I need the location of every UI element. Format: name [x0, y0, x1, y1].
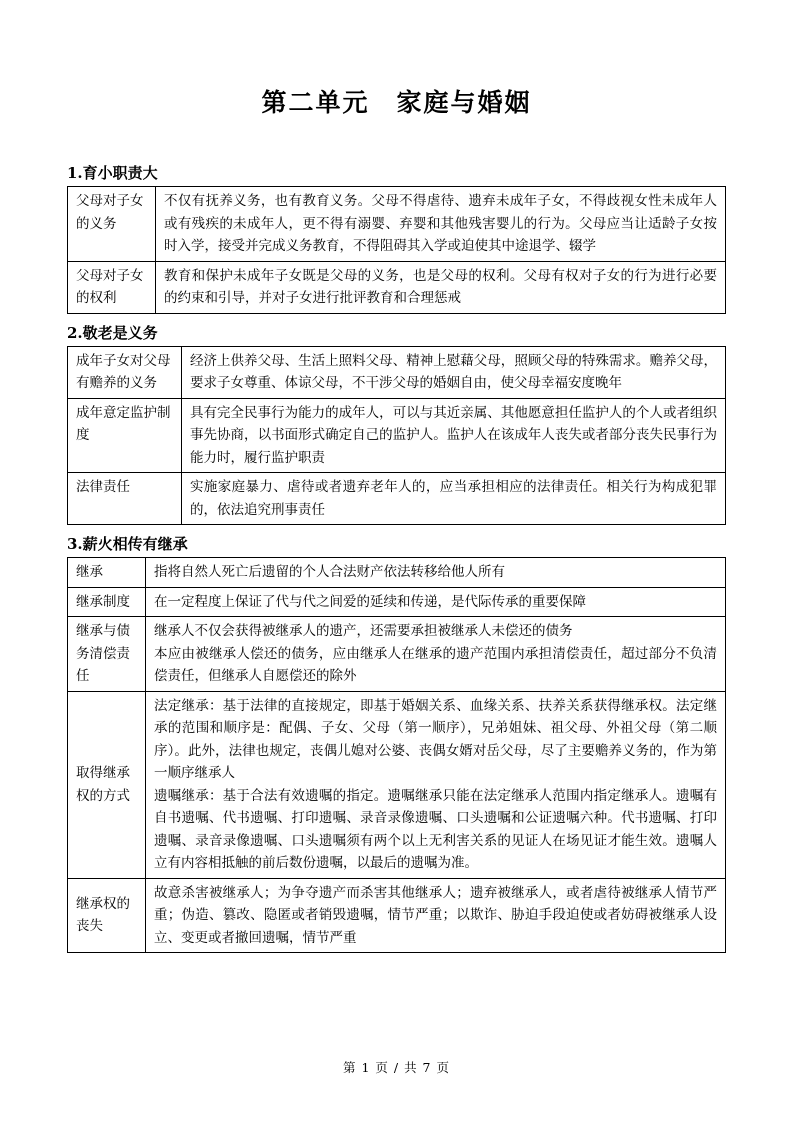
paragraph: 经济上供养父母、生活上照料父母、精神上慰藉父母，照顾父母的特殊需求。赡养父母，要求子女尊重、体谅父母，不干涉父母的婚姻自由，使父母幸福安度晚年 [190, 352, 717, 391]
table-row [68, 878, 726, 953]
paragraph: 本应由被继承人偿还的债务，应由继承人在继承的遗产范围内承担清偿责任，超过部分不负清偿责任，但继承人自愿偿还的除外 [154, 645, 717, 684]
table-row [68, 691, 726, 878]
row-label: 继承制度 [68, 587, 146, 617]
table-row [68, 261, 726, 313]
page-number-footer: 第 1 页 / 共 7 页 [343, 1060, 450, 1075]
row-label: 继承 [68, 558, 146, 588]
paragraph: 故意杀害被继承人；为争夺遗产而杀害其他继承人；遗弃被继承人，或者虐待被继承人情节严重；伪造、篡改、隐匿或者销毁遗嘱，情节严重；以欺诈、胁迫手段迫使或者妨碍被继承人设立、变更或者撤回遗嘱，情节严重 [154, 884, 717, 946]
paragraph: 法定继承：基于法律的直接规定，即基于婚姻关系、血缘关系、扶养关系获得继承权。法定继承的范围和顺序是：配偶、子女、父母（第一顺序），兄弟姐妹、祖父母、外祖父母（第二顺序）。此外，法律也规定，丧偶儿媳对公婆、丧偶女婿对岳父母，尽了主要赡养义务的，作为第一顺序继承人 [154, 697, 717, 781]
table-row [68, 346, 726, 398]
paragraph: 具有完全民事行为能力的成年人，可以与其近亲属、其他愿意担任监护人的个人或者组织事先协商，以书面形式确定自己的监护人。监护人在该成年人丧失或者部分丧失民事行为能力时，履行监护职责 [190, 404, 717, 466]
paragraph: 指将自然人死亡后遗留的个人合法财产依法转移给他人所有 [154, 564, 505, 580]
row-content [156, 187, 726, 262]
table-row [68, 558, 726, 588]
row-content [146, 617, 726, 692]
section-heading-parenting: 1.育小职责大 [67, 164, 158, 182]
row-content [146, 587, 726, 617]
paragraph: 继承人不仅会获得被继承人的遗产，还需要承担被继承人未偿还的债务 [154, 623, 573, 639]
row-label: 继承权的丧失 [68, 878, 146, 953]
table-row [68, 187, 726, 262]
paragraph: 不仅有抚养义务，也有教育义务。父母不得虐待、遗弃未成年子女，不得歧视女性未成年人或有残疾的未成年人，更不得有溺婴、弃婴和其他残害婴儿的行为。父母应当让适龄子女按时入学，接受并完成义务教育，不得阻碍其入学或迫使其中途退学、辍学 [164, 193, 717, 254]
paragraph: 教育和保护未成年子女既是父母的义务，也是父母的权利。父母有权对子女的行为进行必要的约束和引导，并对子女进行批评教育和合理惩戒 [164, 267, 717, 306]
paragraph: 在一定程度上保证了代与代之间爱的延续和传递，是代际传承的重要保障 [154, 593, 586, 610]
row-content [182, 473, 726, 525]
row-content [146, 691, 726, 878]
row-label: 成年子女对父母有赡养的义务 [68, 346, 182, 398]
table-row [68, 398, 726, 473]
row-content [156, 261, 726, 313]
row-content [182, 398, 726, 473]
row-label: 父母对子女的权利 [68, 261, 156, 313]
document-title: 第二单元 家庭与婚姻 [261, 88, 532, 117]
table-row [68, 617, 726, 692]
row-label: 成年意定监护制度 [68, 398, 182, 473]
table-row [68, 587, 726, 617]
row-label: 取得继承权的方式 [68, 691, 146, 878]
section-heading-elder-care: 2.敬老是义务 [67, 323, 158, 342]
paragraph: 遗嘱继承：基于合法有效遗嘱的指定。遗嘱继承只能在法定继承人范围内指定继承人。遗嘱有自书遗嘱、代书遗嘱、打印遗嘱、录音录像遗嘱、口头遗嘱和公证遗嘱六种。代书遗嘱、打印遗嘱、录音录像遗嘱、口头遗嘱须有两个以上无利害关系的见证人在场见证才能生效。遗嘱人立有内容相抵触的前后数份遗嘱，以最后的遗嘱为准。 [154, 787, 717, 871]
table-elder-care [67, 346, 726, 526]
row-content [182, 346, 726, 398]
table-inheritance [67, 557, 726, 953]
row-label: 法律责任 [68, 473, 182, 525]
row-content [146, 878, 726, 953]
table-parenting-duties [67, 186, 726, 314]
paragraph: 实施家庭暴力、虐待或者遗弃老年人的，应当承担相应的法律责任。相关行为构成犯罪的，依法追究刑事责任 [190, 479, 717, 518]
row-content [146, 558, 726, 588]
row-label: 父母对子女的义务 [68, 187, 156, 262]
section-heading-inheritance: 3.薪火相传有继承 [67, 535, 188, 553]
row-label: 继承与债务清偿责任 [68, 617, 146, 692]
table-row [68, 473, 726, 525]
